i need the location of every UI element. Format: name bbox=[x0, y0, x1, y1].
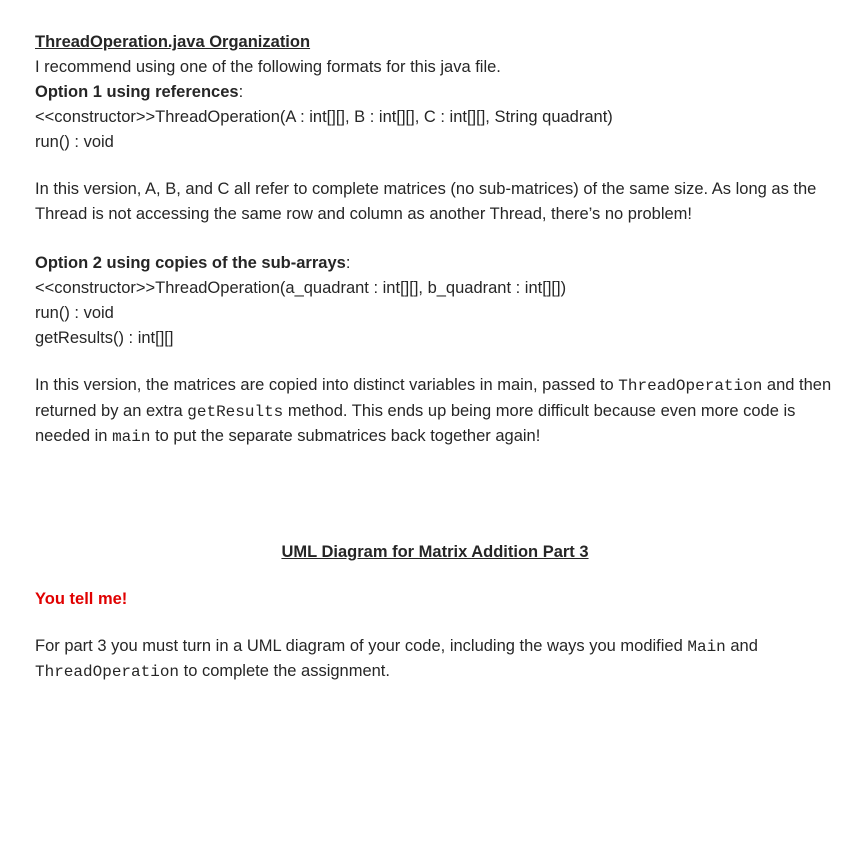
option2-constructor-signature: <<constructor>>ThreadOperation(a_quadrant : int[][], b_quadrant : int[][]) bbox=[35, 279, 567, 297]
option1-heading-colon: : bbox=[238, 83, 244, 101]
intro-text: I recommend using one of the following formats for this java file. bbox=[35, 58, 501, 76]
option1-heading bbox=[35, 80, 835, 105]
uml-body-part2: and bbox=[725, 636, 758, 655]
code-main: main bbox=[112, 428, 151, 446]
option2-heading-colon: : bbox=[345, 254, 351, 272]
code-main-class: Main bbox=[687, 637, 726, 656]
spacer bbox=[35, 612, 835, 634]
option1-heading-text: Option 1 using references bbox=[35, 83, 239, 101]
option2-heading-text: Option 2 using copies of the sub-arrays bbox=[35, 254, 346, 272]
uml-body-part1: For part 3 you must turn in a UML diagram of your code, including the ways you modified bbox=[35, 636, 688, 655]
spacer bbox=[35, 450, 835, 540]
code-getresults: getResults bbox=[187, 402, 284, 421]
section-title-uml: UML Diagram for Matrix Addition Part 3 bbox=[281, 542, 589, 561]
option1-constructor-signature: <<constructor>>ThreadOperation(A : int[][], B : int[][], C : int[][], String quadrant) bbox=[35, 108, 613, 126]
option2-getresults-signature: getResults() : int[][] bbox=[35, 329, 174, 347]
section-title-threadoperation: ThreadOperation.java Organization bbox=[35, 33, 311, 51]
option2-run-signature: run() : void bbox=[35, 304, 114, 322]
code-threadoperation-class: ThreadOperation bbox=[35, 663, 180, 681]
spacer bbox=[35, 155, 835, 177]
spacer bbox=[35, 226, 835, 251]
option2-explanation-part3: method. This ends up being more difficult because even more code is needed in bbox=[35, 401, 796, 445]
option2-explanation bbox=[35, 373, 835, 450]
spacer bbox=[35, 351, 835, 373]
spacer bbox=[35, 565, 835, 587]
uml-body-part3: to complete the assignment. bbox=[179, 662, 390, 680]
uml-instructions bbox=[35, 634, 835, 685]
option2-heading bbox=[35, 251, 835, 276]
option2-explanation-part1: In this version, the matrices are copied into distinct variables in main, passed to bbox=[35, 376, 619, 394]
document-page bbox=[35, 30, 835, 685]
option1-run-signature: run() : void bbox=[35, 133, 114, 151]
option2-explanation-part4: to put the separate submatrices back together again! bbox=[150, 427, 541, 445]
option2-explanation-part2: and then returned by an extra bbox=[35, 376, 832, 420]
callout-you-tell-me: You tell me! bbox=[35, 589, 128, 608]
option1-explanation: In this version, A, B, and C all refer to complete matrices (no sub-matrices) of the same size. As long as the Thread is not accessing the same row and column as another Thread, there’s no problem! bbox=[35, 180, 817, 223]
code-threadoperation: ThreadOperation bbox=[618, 377, 763, 395]
